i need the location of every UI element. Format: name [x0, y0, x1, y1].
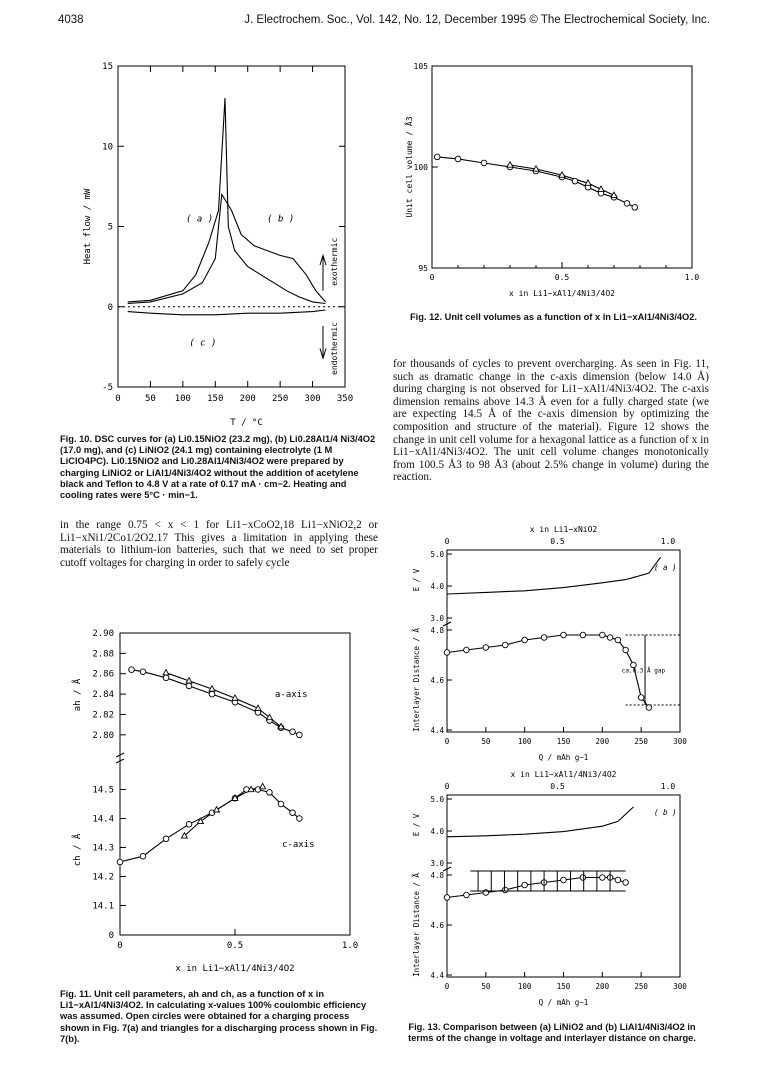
fig11-a-point-charge: [290, 729, 296, 735]
fig12-point-charge: [572, 178, 578, 184]
fig13a-E-ytick-label: 4.0: [430, 582, 444, 591]
fig11-xlabel: x in Li1−xAl1/4Ni3/4O2: [175, 964, 295, 974]
fig10-xtick-label: 150: [207, 394, 224, 404]
fig10-ytick-label: 10: [102, 142, 113, 153]
fig12-point-discharge: [507, 162, 513, 167]
fig11-ylabel-c: ch / Å: [73, 833, 83, 867]
fig13b-xtick-label: 300: [673, 982, 687, 991]
fig11-c-point-charge: [186, 822, 192, 828]
fig13b-distance-point: [623, 880, 629, 886]
fig11-a-point-discharge: [163, 670, 169, 675]
fig10-ytick-label: 0: [107, 302, 113, 313]
fig10-xtick-label: 50: [145, 394, 156, 404]
fig10-curve-a: [128, 98, 326, 303]
fig10-endo-arrow: [320, 326, 326, 358]
fig12-ytick-label: 100: [413, 163, 428, 172]
fig13b-d-ytick-label: 4.4: [430, 971, 444, 980]
fig10-caption: Fig. 10. DSC curves for (a) Li0.15NiO2 (23.2 mg), (b) Li0.28Al1/4 Ni3/4O2 (17.0 mg), and (c) LiNiO2 (24.1 mg) containing electrolyte (1 M LiClO4PC). Li0.15NiO2 and Li0.28Al1/4Ni3/4O2 were prepared by charging LiNiO2 or LiAl1/4Ni3/4O2 without the addition of acetylene black and Teflon to 4.8 V at a rate of 0.17 mA · cm−2. Heating and cooling rates were 5°C · min−1.: [60, 434, 376, 501]
fig13a-d-ytick-label: 4.4: [430, 726, 444, 735]
fig12-point-charge: [455, 156, 461, 162]
right-paragraph: for thousands of cycles to prevent overcharging. As seen in Fig. 11, such as dramatic change in the c-axis dimension (below 14.0 Å) during charging is not observed for Li1−xAl1/4Ni3/4O2. The c-axis dimension remains above 14.3 Å even for a fully charged state (we are expecting 14.5 Å of the c-axis dimension by optimizing the composition and structure of the material). Figure 12 shows the change in unit cell volume for a hexagonal lattice as a function of x in Li1−xAl1/4Ni3/4O2. The unit cell volume changes monotonically from 100.5 Å3 to 98 Å3 (about 2.5% change in volume) during the reaction.: [393, 358, 709, 484]
fig13b-E-ytick-label: 3.0: [430, 859, 444, 868]
fig13a-xtick-label: 250: [634, 737, 648, 746]
fig13b-distance-point: [444, 895, 450, 901]
fig13b-distance-point: [600, 875, 606, 881]
fig11-label-a-axis: a-axis: [275, 690, 308, 700]
fig13a-xtick-label: 200: [595, 737, 610, 746]
fig11-xtick-label: 0.5: [226, 941, 244, 951]
fig12-xtick-label: 0.5: [554, 273, 570, 282]
fig11-chart: [60, 625, 380, 985]
fig13b-top-xtick-label: 1.0: [660, 782, 676, 791]
fig11-c-point-charge: [290, 810, 296, 816]
fig11-c-ytick-label: 14.5: [92, 785, 114, 796]
fig13b-panel-label: ( b ): [654, 808, 677, 817]
fig13b-top-xtick-label: 0: [444, 782, 450, 791]
journal-citation: J. Electrochem. Soc., Vol. 142, No. 12, December 1995 © The Electrochemical Society, Inc.: [244, 14, 710, 26]
fig13b-distance-point: [502, 887, 508, 893]
fig13b-distance-point: [580, 875, 586, 881]
fig11-a-ytick-label: 2.84: [92, 690, 114, 701]
fig12-chart: [400, 58, 710, 308]
fig12-caption: Fig. 12. Unit cell volumes as a function of x in Li1−xAl1/4Ni3/4O2.: [410, 312, 697, 322]
fig13a-E-ylabel: E / V: [412, 568, 421, 592]
fig13a-top-xtick-label: 0.5: [550, 537, 565, 546]
fig13a-xtick-label: 300: [673, 737, 687, 746]
fig13a-distance-point: [580, 632, 586, 638]
fig11-c-ytick-label: 14.1: [92, 901, 114, 912]
fig13b-top-xlabel: x in Li1−xAl1/4Ni3/4O2: [510, 770, 617, 779]
fig10-ytick-label: 5: [107, 222, 113, 233]
fig13b-d-ytick-label: 4.8: [430, 871, 444, 880]
fig11-xtick-label: 0: [117, 941, 123, 951]
fig11-zero-label: 0: [108, 931, 114, 941]
fig12-curve-charge: [437, 157, 635, 208]
fig12-point-charge: [434, 154, 440, 160]
fig11-c-point-charge: [163, 836, 169, 842]
fig13a-distance-point: [444, 650, 450, 656]
fig13-chart: [395, 525, 715, 1020]
fig10-label-a: ( a ): [186, 214, 214, 225]
fig13b-voltage-curve: [447, 807, 633, 837]
fig12-ytick-label: 105: [413, 62, 428, 71]
fig11-a-point-charge: [186, 683, 192, 689]
fig11-a-ytick-label: 2.80: [92, 730, 114, 741]
fig13a-distance-point: [522, 637, 528, 643]
fig13b-distance-point: [615, 877, 621, 883]
fig11-a-ytick-label: 2.82: [92, 710, 114, 721]
fig11-c-point-discharge: [260, 783, 266, 788]
fig13b-xtick-label: 100: [517, 982, 532, 991]
fig13a-distance-point: [638, 695, 644, 701]
fig12-ylabel: Unit cell volume / Å3: [405, 116, 414, 218]
fig10-xtick-label: 0: [115, 394, 121, 404]
fig12-point-charge: [481, 160, 487, 166]
fig13b-xtick-label: 250: [634, 982, 648, 991]
fig13b-distance-point: [522, 882, 528, 888]
fig12-ytick-label: 95: [418, 264, 428, 273]
fig13a-E-ytick-label: 3.0: [430, 614, 444, 623]
fig11-a-curve-charge: [132, 670, 300, 735]
fig13a-d-ytick-label: 4.6: [430, 676, 444, 685]
fig11-c-ytick-label: 14.2: [92, 872, 114, 883]
fig13b-xtick-label: 200: [595, 982, 610, 991]
fig13b-d-ylabel: Interlayer Distance / Å: [412, 873, 421, 977]
fig12-xtick-label: 1.0: [684, 273, 700, 282]
fig13b-E-ytick-label: 5.0: [430, 795, 444, 804]
left-paragraph: in the range 0.75 < x < 1 for Li1−xCoO2,18 Li1−xNiO2,2 or Li1−xNi1/2Co1/2O2.17 This gives a limitation in applying these materials to lithium-ion batteries, such that we need to set proper cutoff voltages for charging in order to safely cycle: [60, 519, 378, 569]
fig13a-distance-point: [464, 647, 470, 653]
fig12-xlabel: x in Li1−xAl1/4Ni3/4O2: [509, 289, 615, 298]
fig13b-xtick-label: 150: [556, 982, 571, 991]
fig11-c-point-charge: [267, 790, 273, 796]
fig11-a-point-charge: [209, 691, 215, 697]
fig13a-panel-label: ( a ): [654, 563, 677, 572]
fig11-a-ytick-label: 2.88: [92, 649, 114, 660]
fig13a-distance-point: [623, 647, 629, 653]
fig13a-distance-point: [502, 642, 508, 648]
fig13b-distance-curve: [447, 878, 626, 898]
fig13a-top-xtick-label: 0: [444, 537, 450, 546]
fig11-a-point-charge: [140, 669, 146, 675]
fig10-ytick-label: -5: [102, 383, 113, 393]
fig13a-distance-curve: [447, 635, 649, 708]
fig13a-distance-point: [607, 635, 613, 641]
fig10-exo-label: exothermic: [330, 237, 339, 286]
fig10-ylabel: Heat flow / mW: [83, 188, 93, 265]
fig13a-distance-point: [615, 637, 621, 643]
fig13a-distance-point: [561, 632, 567, 638]
fig13a-xtick-label: 50: [481, 737, 491, 746]
fig13a-E-ytick-label: 5.0: [430, 550, 444, 559]
fig12-point-charge: [624, 201, 630, 207]
fig11-c-curve-discharge: [184, 787, 262, 836]
fig10-label-c: ( c ): [189, 338, 217, 349]
fig13a-xtick-label: 150: [556, 737, 571, 746]
fig10-xtick-label: 200: [239, 394, 256, 404]
fig11-a-curve-discharge: [166, 673, 281, 727]
fig10-ytick-label: 15: [102, 62, 113, 72]
fig13a-xtick-label: 0: [444, 737, 450, 746]
fig11-a-point-charge: [297, 732, 303, 738]
fig13a-distance-point: [600, 632, 606, 638]
fig11-c-point-charge: [117, 859, 123, 865]
fig11-a-ytick-label: 2.90: [92, 629, 114, 639]
fig12-frame: [432, 66, 692, 268]
fig13a-distance-point: [541, 635, 547, 641]
fig13a-xlabel: Q / mAh g−1: [538, 753, 589, 762]
fig13b-distance-point: [561, 877, 567, 883]
fig13b-E-ytick-label: 4.0: [430, 827, 444, 836]
fig11-caption: Fig. 11. Unit cell parameters, ah and ch, as a function of x in Li1−xAl1/4Ni3/4O2. In calculating x-values 100% coulombic efficiency was assumed. Open circles were obtained for a charging process shown in Fig. 7(a) and triangles for a discharging process shown in Fig. 7(b).: [60, 989, 378, 1044]
fig13a-distance-point: [646, 705, 652, 711]
fig13a-top-xlabel: x in Li1−xNiO2: [529, 525, 598, 534]
fig11-label-c-axis: c-axis: [282, 840, 315, 850]
fig10-xtick-label: 100: [174, 394, 191, 404]
fig11-a-ytick-label: 2.86: [92, 669, 114, 680]
fig10-xtick-label: 250: [272, 394, 289, 404]
fig10-chart: [60, 58, 380, 438]
fig11-frame: [120, 633, 350, 935]
page-header: [58, 14, 710, 32]
fig11-c-point-charge: [278, 801, 284, 807]
fig11-c-point-charge: [140, 853, 146, 859]
fig13b-d-ytick-label: 4.6: [430, 921, 444, 930]
fig10-label-b: ( b ): [267, 214, 295, 225]
fig11-ylabel-a: ah / Å: [73, 678, 83, 712]
fig11-c-point-discharge: [214, 807, 220, 812]
fig10-exo-arrow: [320, 255, 326, 290]
fig10-xtick-label: 300: [304, 394, 321, 404]
fig13b-xtick-label: 50: [481, 982, 491, 991]
fig13a-distance-point: [483, 645, 489, 651]
fig11-a-point-charge: [129, 667, 135, 673]
fig13a-xtick-label: 100: [517, 737, 532, 746]
fig11-xtick-label: 1.0: [341, 941, 359, 951]
fig13b-E-ylabel: E / V: [412, 813, 421, 837]
fig10-xtick-label: 350: [336, 394, 354, 404]
fig10-frame: [118, 66, 345, 387]
fig13b-frame: [447, 795, 680, 977]
fig13b-top-xtick-label: 0.5: [550, 782, 565, 791]
fig13a-voltage-curve: [447, 557, 661, 594]
fig10-curve-c: [128, 310, 326, 315]
fig11-c-ytick-label: 14.3: [92, 843, 114, 854]
fig13a-d-ylabel: Interlayer Distance / Å: [412, 628, 421, 732]
page-number: 4038: [58, 14, 84, 26]
fig13-caption: Fig. 13. Comparison between (a) LiNiO2 and (b) LiAl1/4Ni3/4O2 in terms of the change in voltage and interlayer distance on charge.: [408, 1022, 696, 1044]
fig11-c-curve-charge: [120, 790, 299, 863]
fig13b-xtick-label: 0: [444, 982, 450, 991]
fig11-c-ytick-label: 14.4: [92, 814, 114, 825]
fig13a-top-xtick-label: 1.0: [660, 537, 676, 546]
fig11-a-point-charge: [163, 675, 169, 681]
fig11-c-point-charge: [297, 816, 303, 822]
fig12-xtick-label: 0: [429, 273, 435, 282]
fig10-xlabel: T / °C: [230, 418, 263, 428]
fig12-point-charge: [632, 205, 638, 211]
fig13b-distance-point: [464, 892, 470, 898]
fig10-endo-label: endothermic: [330, 321, 339, 375]
fig10-curve-b: [128, 194, 326, 303]
fig13a-d-ytick-label: 4.8: [430, 626, 444, 635]
fig13b-xlabel: Q / mAh g−1: [538, 998, 589, 1007]
fig13a-gap-note: ca.0.3 Å gap: [621, 667, 666, 675]
